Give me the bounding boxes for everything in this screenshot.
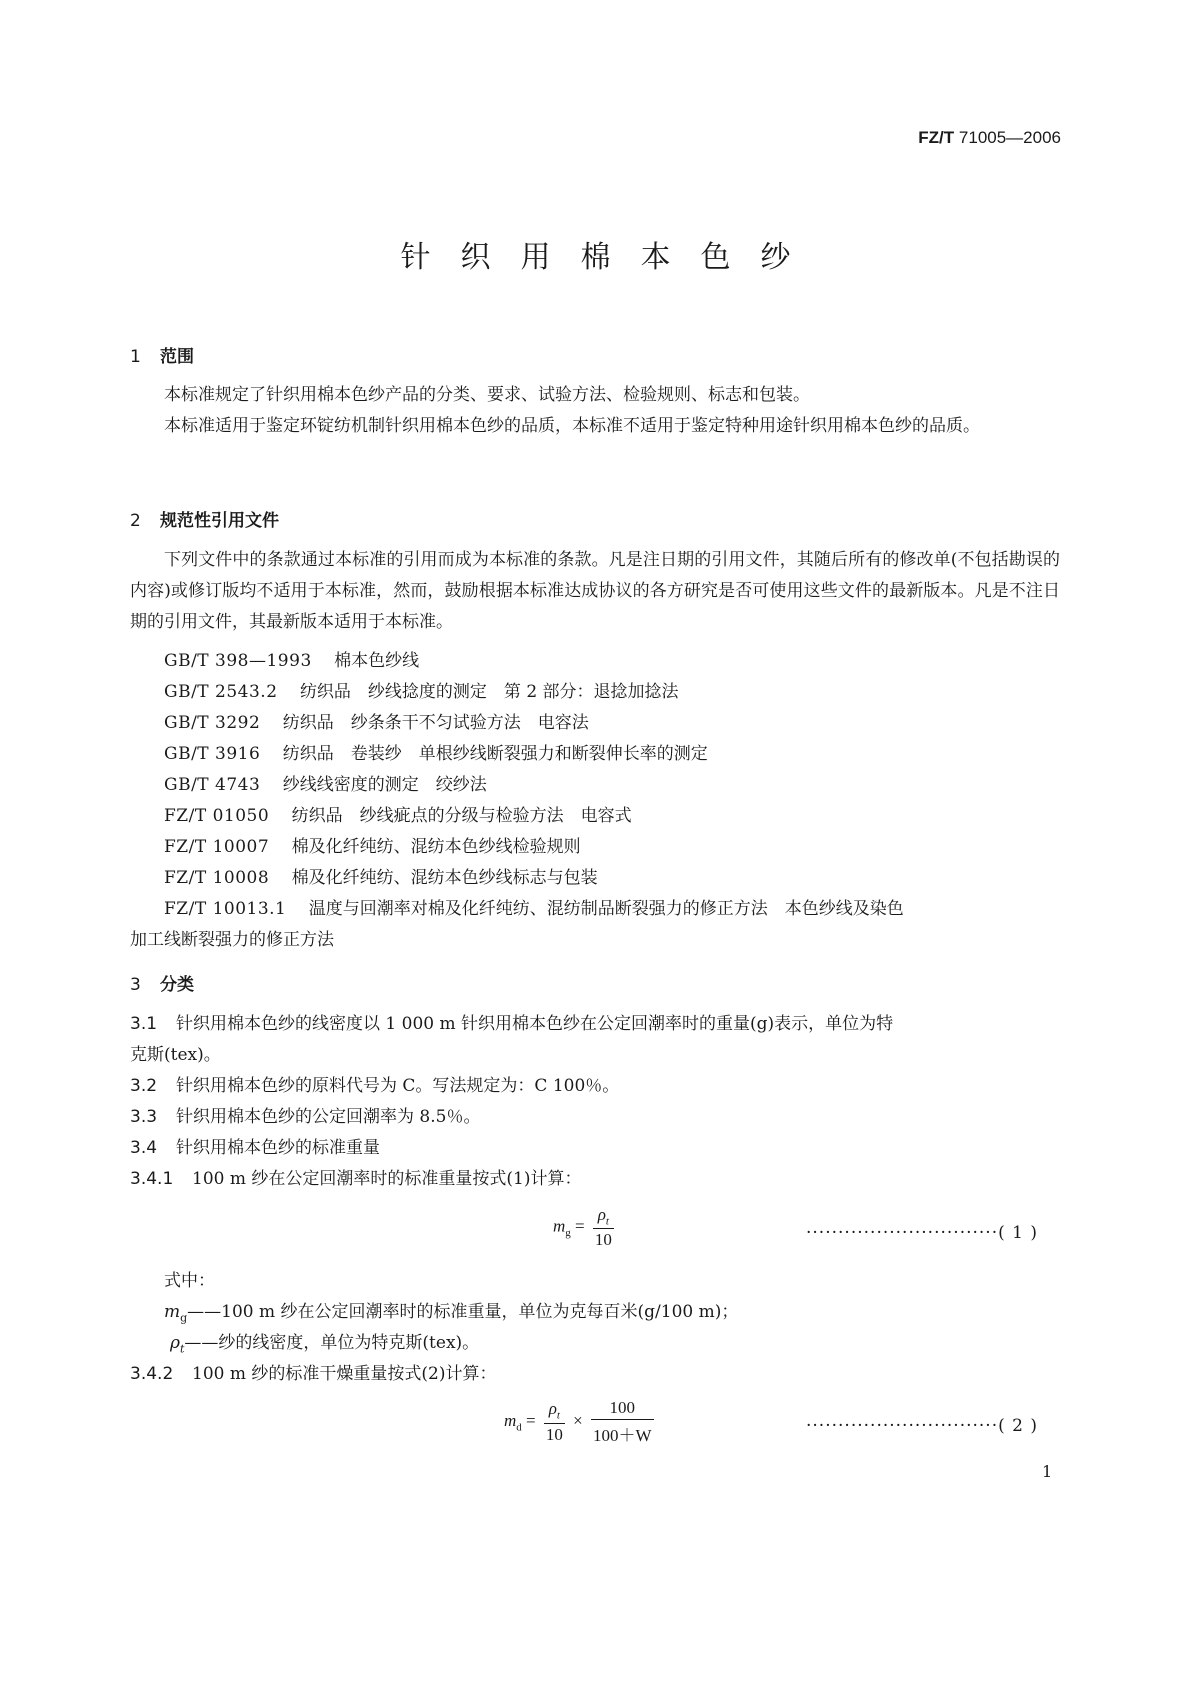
formula-1-label: ······························( 1 ) [806, 1223, 1039, 1243]
section-1-paragraph-1: 本标准规定了针织用棉本色纱产品的分类、要求、试验方法、检验规则、标志和包装。 [164, 385, 810, 405]
clause-3-4-1: 3.4.1 100 m 纱在公定回潮率时的标准重量按式(1)计算： [130, 1169, 582, 1189]
document-title: 针织用棉本色纱 [400, 240, 821, 275]
reference-item: GB/T 4743 纱线线密度的测定 绞纱法 [164, 775, 487, 795]
reference-item: GB/T 3292 纺织品 纱条条干不匀试验方法 电容法 [164, 713, 589, 733]
standard-code: FZ/T 71005—2006 [918, 128, 1061, 147]
reference-item: GB/T 398—1993 棉本色纱线 [164, 651, 420, 671]
section-1-heading: 1 范围 [130, 347, 194, 367]
formula-1-fraction: $\frac{\rho_t}{10}$ [594, 1205, 612, 1250]
where-label: 式中： [164, 1271, 215, 1291]
symbol-definition: $m_g——100$ m 纱在公定回潮率时的标准重量，单位为克每百米(g/100 m)； [164, 1302, 739, 1325]
formula-2: $m_d$ = $\frac{\rho_t}{10}$ × $\frac{100}{100+W}$ [504, 1398, 652, 1445]
formula-2-fraction-2: $\frac{100}{100+W}$ [592, 1398, 652, 1445]
reference-item: FZ/T 01050 纺织品 纱线疵点的分级与检验方法 电容式 [164, 806, 632, 826]
formula-2-label: ······························( 2 ) [806, 1416, 1039, 1436]
clause-3-2: 3.2 针织用棉本色纱的原料代号为 C。写法规定为：C 100％。 [130, 1076, 620, 1096]
section-2-heading: 2 规范性引用文件 [130, 511, 279, 531]
reference-item-continuation: 加工线断裂强力的修正方法 [130, 930, 334, 950]
page-number: 1 [1042, 1462, 1053, 1481]
section-1-paragraph-2: 本标准适用于鉴定环锭纺机制针织用棉本色纱的品质，本标准不适用于鉴定特种用途针织用棉本色纱的品质。 [164, 416, 980, 436]
clause-3-1-continuation: 克斯(tex)。 [130, 1045, 221, 1065]
formula-2-fraction-1: $\frac{\rho_t}{10}$ [545, 1399, 563, 1444]
section-3-heading: 3 分类 [130, 975, 194, 995]
reference-item: FZ/T 10008 棉及化纤纯纺、混纺本色纱线标志与包装 [164, 868, 598, 888]
reference-item: FZ/T 10013.1 温度与回潮率对棉及化纤纯纺、混纺制品断裂强力的修正方法 本色纱线及染色 [164, 899, 904, 919]
reference-item: GB/T 3916 纺织品 卷装纱 单根纱线断裂强力和断裂伸长率的测定 [164, 744, 708, 764]
reference-item: FZ/T 10007 棉及化纤纯纺、混纺本色纱线检验规则 [164, 837, 581, 857]
clause-3-3: 3.3 针织用棉本色纱的公定回潮率为 8.5％。 [130, 1107, 481, 1127]
clause-3-4-2: 3.4.2 100 m 纱的标准干燥重量按式(2)计算： [130, 1364, 497, 1384]
symbol-definition: $\rho_t——$纱的线密度，单位为特克斯(tex)。 [170, 1333, 480, 1356]
section-2-intro: 下列文件中的条款通过本标准的引用而成为本标准的条款。凡是注日期的引用文件，其随后所有的修改单(不包括勘误的内容)或修订版均不适用于本标准，然而，鼓励根据本标准达成协议的各方研究是否可使用这些文件的最新版本。凡是不注日期的引用文件，其最新版本适用于本标准。 [130, 550, 1060, 632]
clause-3-1: 3.1 针织用棉本色纱的线密度以 1 000 m 针织用棉本色纱在公定回潮率时的重量(g)表示，单位为特 [130, 1014, 894, 1034]
reference-item: GB/T 2543.2 纺织品 纱线捻度的测定 第 2 部分：退捻加捻法 [164, 682, 679, 702]
clause-3-4: 3.4 针织用棉本色纱的标准重量 [130, 1138, 380, 1158]
formula-1: $m_g$ = $\frac{\rho_t}{10}$ [553, 1205, 612, 1250]
